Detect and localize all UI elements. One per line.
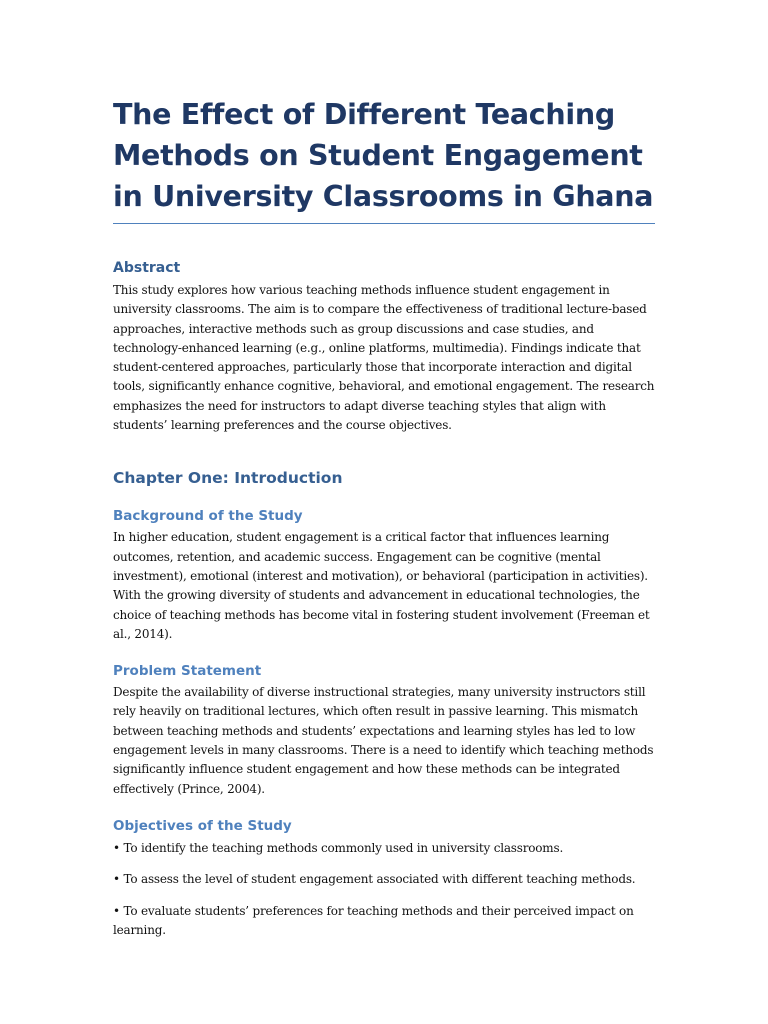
document-title: The Effect of Different Teaching Methods on Student Engagement in University Classrooms in Ghana — [113, 94, 655, 224]
objective-item: • To identify the teaching methods commonly used in university classrooms. — [113, 840, 564, 855]
problem-statement-heading: Problem Statement — [113, 663, 262, 680]
objective-item: • To assess the level of student engagement associated with different teaching methods. — [113, 872, 636, 887]
chapter-one-heading: Chapter One: Introduction — [113, 469, 343, 488]
objectives-heading: Objectives of the Study — [113, 817, 292, 834]
background-text: In higher education, student engagement is a critical factor that influences learning outcomes, retention, and academic success. Engagement can be cognitive (mental investment), emotional (interest and motivation), or behavioral (participation in activities). With the growing diversity of students and advancement in educational technologies, the choice of teaching methods has become vital in fostering student involvement (Freeman et al., 2014). — [113, 530, 650, 641]
document-page — [113, 94, 655, 940]
abstract-text: This study explores how various teaching methods influence student engagement in university classrooms. The aim is to compare the effectiveness of traditional lecture-based approaches, interactive methods such as group discussions and case studies, and technology-enhanced learning (e.g., online platforms, multimedia). Findings indicate that student-centered approaches, particularly those that incorporate interaction and digital tools, significantly enhance cognitive, behavioral, and emotional engagement. The research emphasizes the need for instructors to adapt diverse teaching styles that align with students’ learning preferences and the course objectives. — [113, 283, 655, 433]
objective-item: • To evaluate students’ preferences for teaching methods and their perceived impact on learning. — [113, 903, 634, 937]
abstract-heading: Abstract — [113, 260, 181, 276]
background-heading: Background of the Study — [113, 508, 303, 525]
problem-statement-text: Despite the availability of diverse instructional strategies, many university instructors still rely heavily on traditional lectures, which often result in passive learning. This mismatch between teaching methods and students’ expectations and learning styles has led to low engagement levels in many classrooms. There is a need to identify which teaching methods significantly influence student engagement and how these methods can be integrated effectively (Prince, 2004). — [113, 685, 654, 796]
